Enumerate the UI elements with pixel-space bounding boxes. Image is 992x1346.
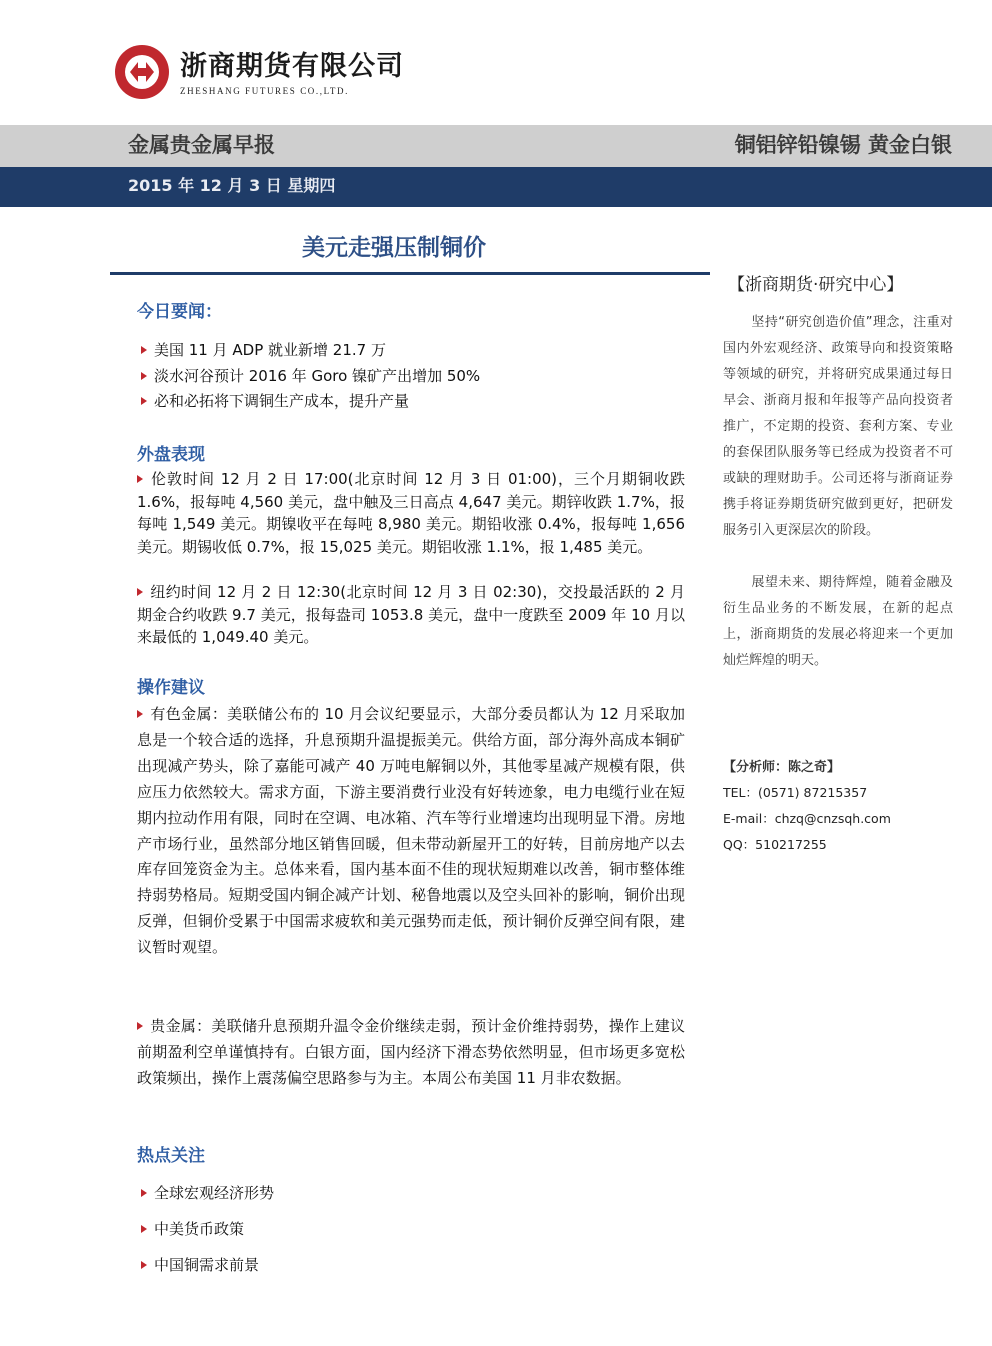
hotspot-item: 中国铜需求前景 (141, 1254, 259, 1276)
news-heading: 今日要闻： (137, 302, 222, 322)
bullet-icon (141, 1189, 147, 1197)
report-type: 金属贵金属早报 (128, 133, 275, 157)
sidebar-heading: 【浙商期货·研究中心】 (728, 275, 904, 295)
metals-list: 铜铝锌铅镍锡 黄金白银 (734, 133, 952, 157)
bullet-icon (137, 588, 143, 596)
advice-paragraph: 有色金属：美联储公布的 10 月会议纪要显示，大部分委员都认为 12 月采取加息是一个较合适的选择，升息预期升温提振美元。供给方面，部分海外高成本铜矿出现减产势头，除了嘉能可减产 40 万吨电解铜以外，其他零星减产规模有限，供应压力依然较大。需求方面，下游主要消费行业没有好转迹象，电力电缆行业在短期内拉动作用有限，同时在空调、电冰箱、汽车等行业增速均出现明显下滑。房地产市场行业，虽然部分地区销售回暖，但未带动新屋开工的好转，目前房地产以去库存回笼资金为主。总体来看，国内基本面不佳的现状短期难以改善，铜市整体维持弱势格局。短期受国内铜企减产计划、秘鲁地震以及空头回补的影响，铜价出现反弹，但铜价受累于中国需求疲软和美元强势而走低，预计铜价反弹空间有限，建议暂时观望。 (137, 705, 685, 957)
news-item: 美国 11 月 ADP 就业新增 21.7 万 (141, 339, 386, 361)
advice-heading: 操作建议 (137, 678, 205, 698)
news-item: 必和必拓将下调铜生产成本，提升产量 (141, 390, 409, 412)
overseas-heading: 外盘表现 (137, 445, 205, 465)
title-divider (110, 272, 710, 275)
hotspots-heading: 热点关注 (137, 1146, 205, 1166)
bullet-icon (141, 1261, 147, 1269)
contact-tel: TEL：(0571) 87215357 (723, 785, 868, 800)
contact-email: E-mail：chzq@cnzsqh.com (723, 811, 891, 826)
bullet-icon (137, 475, 143, 483)
advice-paragraph: 贵金属：美联储升息预期升温令金价继续走弱，预计金价维持弱势，操作上建议前期盈利空单谨慎持有。白银方面，国内经济下滑态势依然明显，但市场更多宽松政策频出，操作上震荡偏空思路参与为主。本周公布美国 11 月非农数据。 (137, 1017, 685, 1087)
bullet-icon (137, 1022, 143, 1030)
bullet-icon (141, 346, 147, 354)
bullet-icon (141, 372, 147, 380)
sidebar-paragraph: 展望未来、期待辉煌，随着金融及衍生品业务的不断发展，在新的起点上，浙商期货的发展必将迎来一个更加灿烂辉煌的明天。 (723, 575, 953, 668)
company-logo (114, 44, 170, 100)
brand-name-en: ZHESHANG FUTURES CO.,LTD. (180, 86, 349, 96)
brand-name-cn: 浙商期货有限公司 (180, 51, 404, 82)
contact-qq: QQ：510217255 (723, 837, 827, 852)
bullet-icon (141, 1225, 147, 1233)
overseas-paragraph: 纽约时间 12 月 2 日 12:30(北京时间 12 月 3 日 02:30)，交投最活跃的 2 月期金合约收跌 9.7 美元，报每盎司 1053.8 美元，盘中一度跌至 2009 年 10 月以来最低的 1,049.40 美元。 (137, 583, 685, 647)
hotspot-item: 全球宏观经济形势 (141, 1182, 274, 1204)
report-title: 美元走强压制铜价 (302, 235, 486, 261)
bullet-icon (137, 710, 143, 718)
sidebar-paragraph: 坚持“研究创造价值”理念，注重对国内外宏观经济、政策导向和投资策略等领域的研究，并将研究成果通过每日早会、浙商月报和年报等产品向投资者推广，不定期的投资、套利方案、专业的套保团队服务等已经成为投资者不可或缺的理财助手。公司还将与浙商证券携手将证券期货研究做到更好，把研发服务引入更深层次的阶段。 (723, 315, 953, 538)
report-date: 2015 年 12 月 3 日 星期四 (128, 176, 336, 195)
analyst-name: 【分析师：陈之奇】 (723, 760, 841, 775)
overseas-paragraph: 伦敦时间 12 月 2 日 17:00(北京时间 12 月 3 日 01:00)，三个月期铜收跌 1.6%，报每吨 4,560 美元，盘中触及三日高点 4,647 美元。期锌收跌 1.7%，报每吨 1,549 美元。期镍收平在每吨 8,980 美元。期铅收涨 0.4%，报每吨 1,656 美元。期锡收低 0.7%，报 15,025 美元。期铝收涨 1.1%，报 1,485 美元。 (137, 470, 685, 557)
bullet-icon (141, 397, 147, 405)
news-item: 淡水河谷预计 2016 年 Goro 镍矿产出增加 50% (141, 365, 480, 387)
hotspot-item: 中美货币政策 (141, 1218, 244, 1240)
